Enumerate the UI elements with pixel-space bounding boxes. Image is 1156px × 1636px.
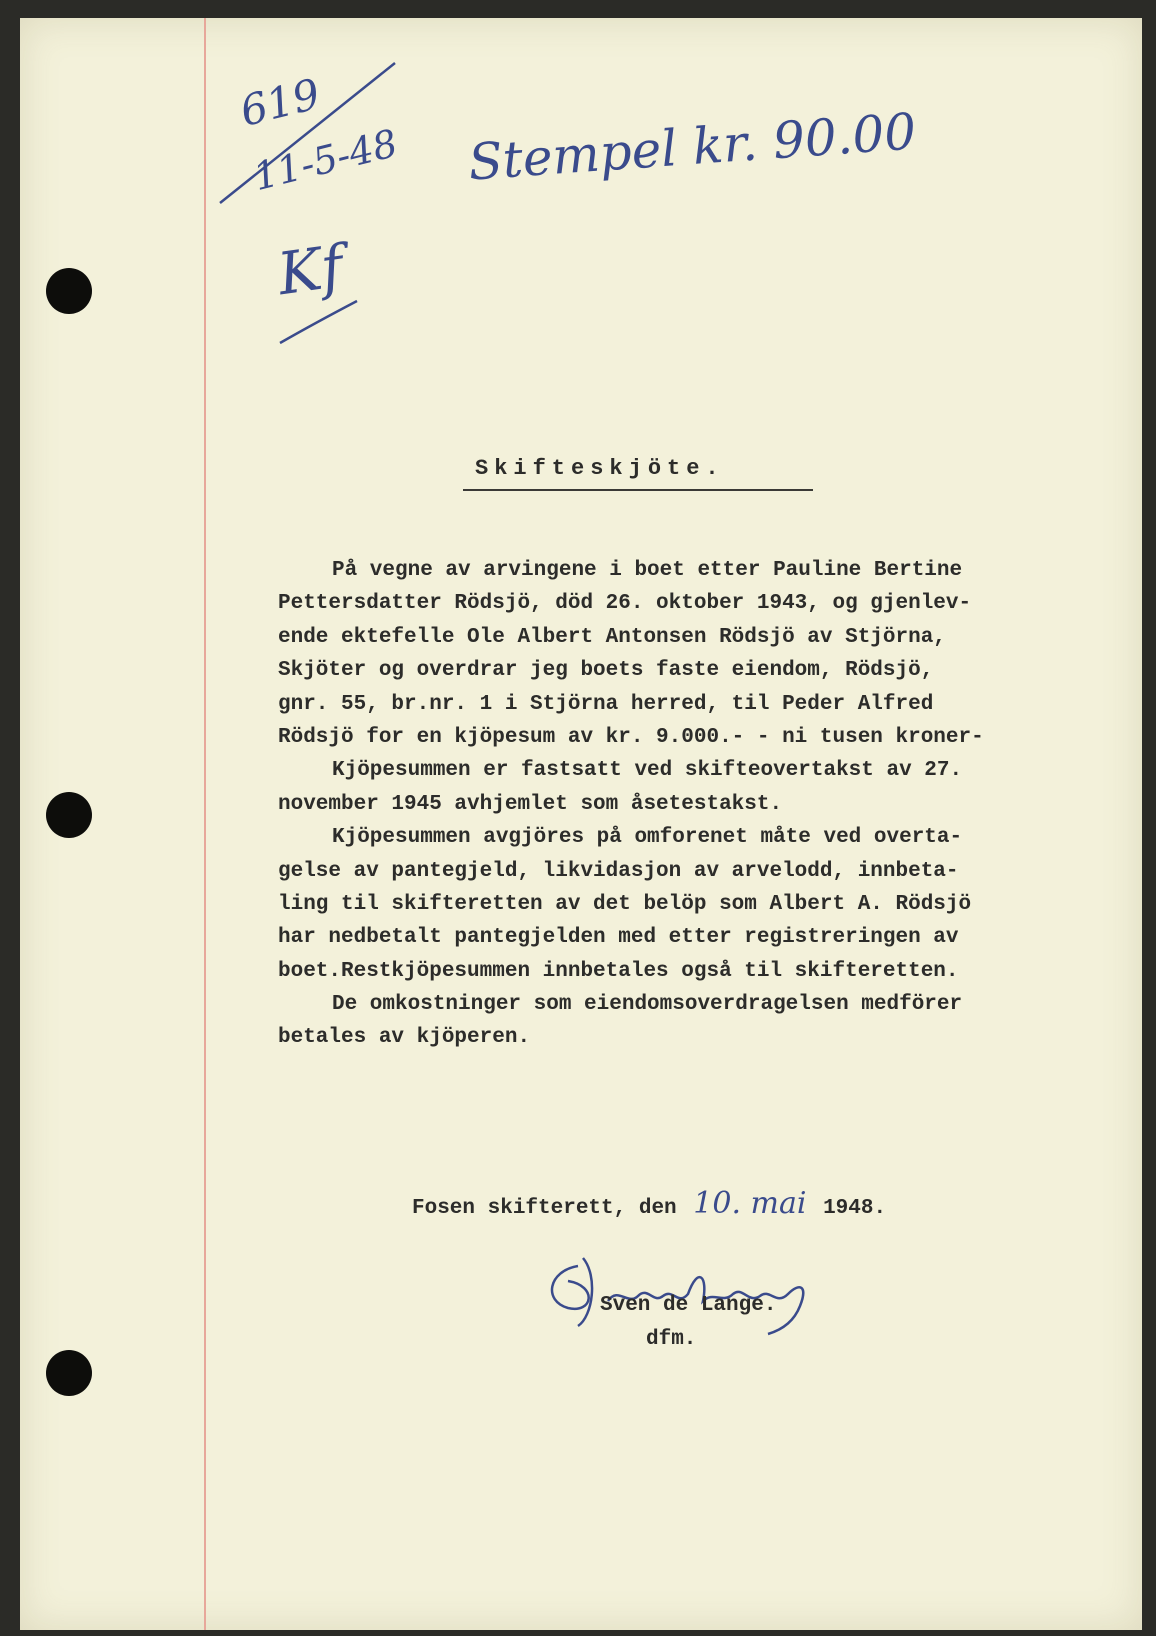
punch-hole xyxy=(46,1350,92,1396)
case-date: 11-5-48 xyxy=(248,120,402,200)
punch-hole xyxy=(46,792,92,838)
initials: Kf xyxy=(273,231,348,309)
handwritten-date: 10. mai xyxy=(693,1186,807,1221)
initials-stroke xyxy=(275,293,365,353)
closing-year: 1948. xyxy=(823,1197,887,1220)
document-title: Skifteskjöte. xyxy=(475,456,725,481)
handwritten-signature xyxy=(538,1246,828,1336)
body-line: gelse av pantegjeld, likvidasjon av arvelodd, innbeta- xyxy=(278,859,959,883)
signer-name: Sven de Lange. xyxy=(600,1294,777,1317)
body-line: Pettersdatter Rödsjö, död 26. oktober 1943, og gjenlev- xyxy=(278,592,972,616)
body-line: De omkostninger som eiendomsoverdragelsen medförer xyxy=(332,993,963,1017)
document-page xyxy=(20,18,1142,1630)
body-line: boet.Restkjöpesummen innbetales også til skifteretten. xyxy=(278,959,959,983)
document-body xyxy=(260,554,1040,1055)
body-line: har nedbetalt pantegjelden med etter registreringen av xyxy=(278,926,959,950)
margin-line xyxy=(204,18,206,1630)
body-line: Rödsjö for en kjöpesum av kr. 9.000.- - ni tusen kroner- xyxy=(278,725,984,749)
body-line: ende ektefelle Ole Albert Antonsen Rödsjö av Stjörna, xyxy=(278,625,946,649)
title-underline xyxy=(463,489,813,491)
body-line: ling til skifteretten av det belöp som Albert A. Rödsjö xyxy=(278,892,972,916)
punch-hole xyxy=(46,268,92,314)
body-line: Kjöpesummen avgjöres på omforenet måte ved overta- xyxy=(332,826,963,850)
body-line: Skjöter og overdrar jeg boets faste eiendom, Rödsjö, xyxy=(278,659,934,683)
signer-title: dfm. xyxy=(646,1328,697,1351)
body-line: På vegne av arvingene i boet etter Pauline Bertine xyxy=(332,559,963,582)
case-number: 619 xyxy=(235,69,325,136)
closing-place: Fosen skifterett, den xyxy=(412,1197,677,1220)
body-line: gnr. 55, br.nr. 1 i Stjörna herred, til Peder Alfred xyxy=(278,692,934,716)
closing-line xyxy=(412,1186,886,1221)
stamp-fee: Stempel kr. 90.00 xyxy=(466,102,918,192)
body-line: Kjöpesummen er fastsatt ved skifteovertakst av 27. xyxy=(332,759,963,783)
body-line: november 1945 avhjemlet som åsetestakst. xyxy=(278,792,783,816)
body-line: betales av kjöperen. xyxy=(278,1026,531,1050)
